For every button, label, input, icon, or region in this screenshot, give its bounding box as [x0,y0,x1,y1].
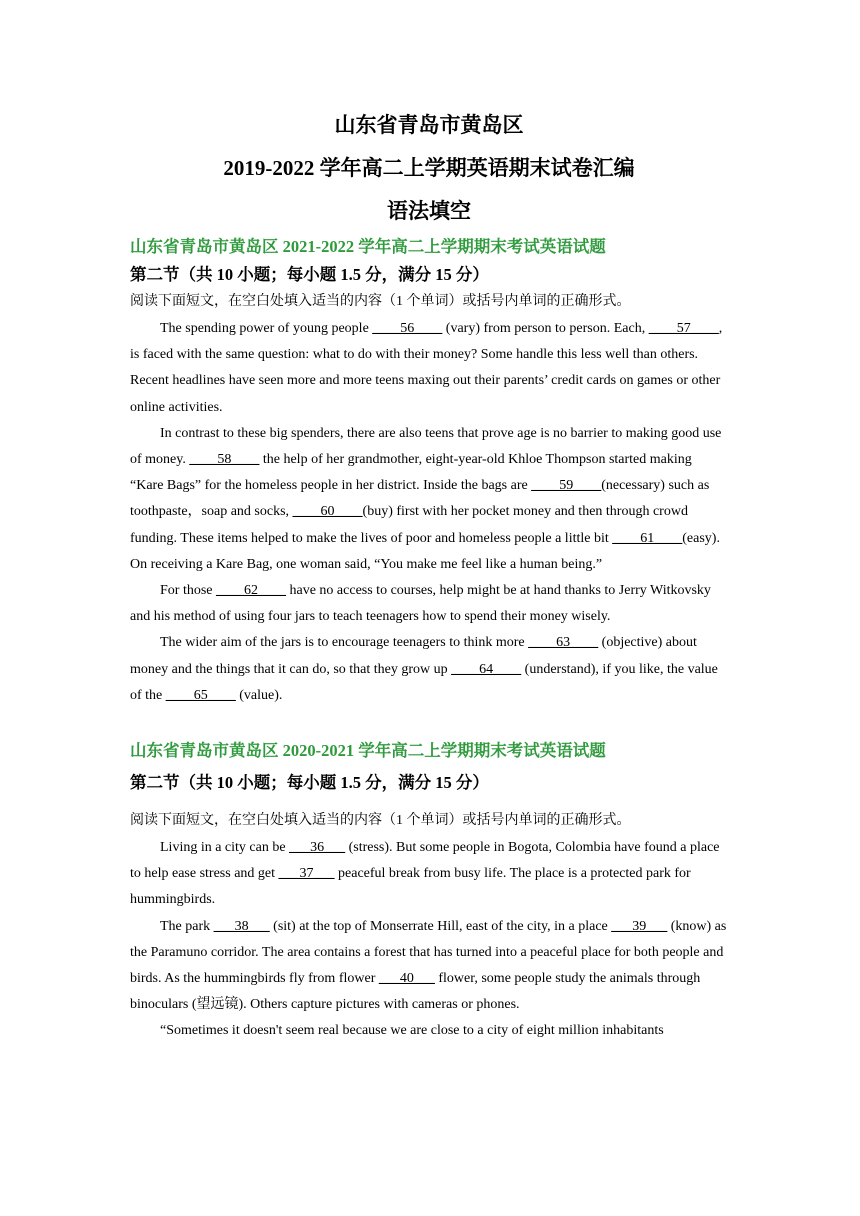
passage-text: (vary) from person to person. Each, [442,321,649,336]
passage-text: The park [160,918,214,934]
passage-text: For those [160,583,216,599]
passage-text: The spending power of young people [160,321,373,336]
passage-paragraph-2 [130,421,728,578]
passage-text: (objective) about money and the things that it can do, so that they grow up [130,635,697,677]
passage-paragraph-3 [130,1018,728,1044]
passage-text: Living in a city can be [160,840,290,856]
document-title [130,104,728,233]
blank-64: ____64____ [451,661,522,677]
blank-40: ___40___ [378,971,435,987]
section-subheading: 第二节（共 10 小题；每小题 1.5 分，满分 15 分） [130,773,489,793]
section-subheading: 第二节（共 10 小题；每小题 1.5 分，满分 15 分） [130,265,489,284]
passage-text: , is faced with the same question: what to do with their money? Some handle this less well than others. Recent headlines have seen more and more teens maxing out their parents’ credit cards on games or other online activities. [130,321,723,415]
section-instruction: 阅读下面短文，在空白处填入适当的内容（1 个单词）或括号内单词的正确形式。 [130,813,631,829]
passage-text: (stress). But some people in Bogota, Colombia have found a place to help ease stress and get [130,840,720,882]
blank-65: ____65____ [165,687,236,703]
passage-text: (sit) at the top of Monserrate Hill, east of the city, in a place [269,918,612,934]
passage-text: flower, some people study the animals through binoculars (望远镜). Others capture pictures with cameras or phones. [130,971,701,1013]
section-heading: 山东省青岛市黄岛区 2021-2022 学年高二上学期期末考试英语试题 [130,237,606,256]
passage-paragraph-1 [130,835,728,914]
section-heading: 山东省青岛市黄岛区 2020-2021 学年高二上学期期末考试英语试题 [130,741,606,761]
passage-text: (necessary) such as toothpaste，soap and socks, [130,478,710,520]
passage-paragraph-4 [130,630,728,709]
passage-text: the help of her grandmother, eight-year-old Khloe Thompson started making “Kare Bags” for the homeless people in her district. Inside the bags are [130,452,692,494]
blank-58: ____58____ [189,452,260,468]
passage-text: have no access to courses, help might be at hand thanks to Jerry Witkovsky and his method of using four jars to teach teenagers how to spend their money wisely. [130,583,711,625]
blank-63: ____63____ [528,635,599,651]
passage-text: In contrast to these big spenders, there are also teens that prove age is no barrier to making good use of money. [130,425,722,468]
passage-text: The wider aim of the jars is to encourage teenagers to think more [160,635,529,651]
section-instruction: 阅读下面短文，在空白处填入适当的内容（1 个单词）或括号内单词的正确形式。 [130,294,631,309]
title-exam-range: 2019-2022 学年高二上学期英语期末试卷汇编 [223,156,635,180]
blank-37: ___37___ [278,866,335,882]
section-2020-2021 [130,739,728,1045]
blank-56: ____56____ [372,321,443,336]
title-topic: 语法填空 [387,199,471,223]
passage-text: (know) as the Paramuno corridor. The area contains a forest that has turned into a peaceful place for both people and birds. As the hummingbirds fly from flower [130,918,727,987]
passage-paragraph-3 [130,578,728,630]
blank-39: ___39___ [611,918,668,934]
blank-60: ____60____ [292,504,363,520]
passage-text: (value). [235,687,283,703]
passage-paragraph-1 [130,316,728,421]
passage-text: (buy) first with her pocket money and then through crowd funding. These items helped to make the lives of poor and homeless people a little bit [130,504,688,546]
blank-62: ____62____ [216,583,286,599]
title-region: 山东省青岛市黄岛区 [334,113,524,137]
passage-paragraph-2 [130,914,728,1019]
passage-text: peaceful break from busy life. The place is a protected park for hummingbirds. [130,866,691,908]
blank-57: ____57____ [648,321,719,336]
blank-61: ____61____ [612,530,683,546]
passage-text: (easy). On receiving a Kare Bag, one woman said, “You make me feel like a human being.” [130,530,720,572]
document-page [130,100,728,1045]
blank-36: ___36___ [289,840,346,856]
passage-text: (understand), if you like, the value of the [130,661,718,703]
section-2021-2022 [130,235,728,709]
passage-text: “Sometimes it doesn't seem real because we are close to a city of eight million inhabitants [160,1023,664,1039]
blank-38: ___38___ [213,918,270,934]
blank-59: ____59____ [531,478,602,494]
